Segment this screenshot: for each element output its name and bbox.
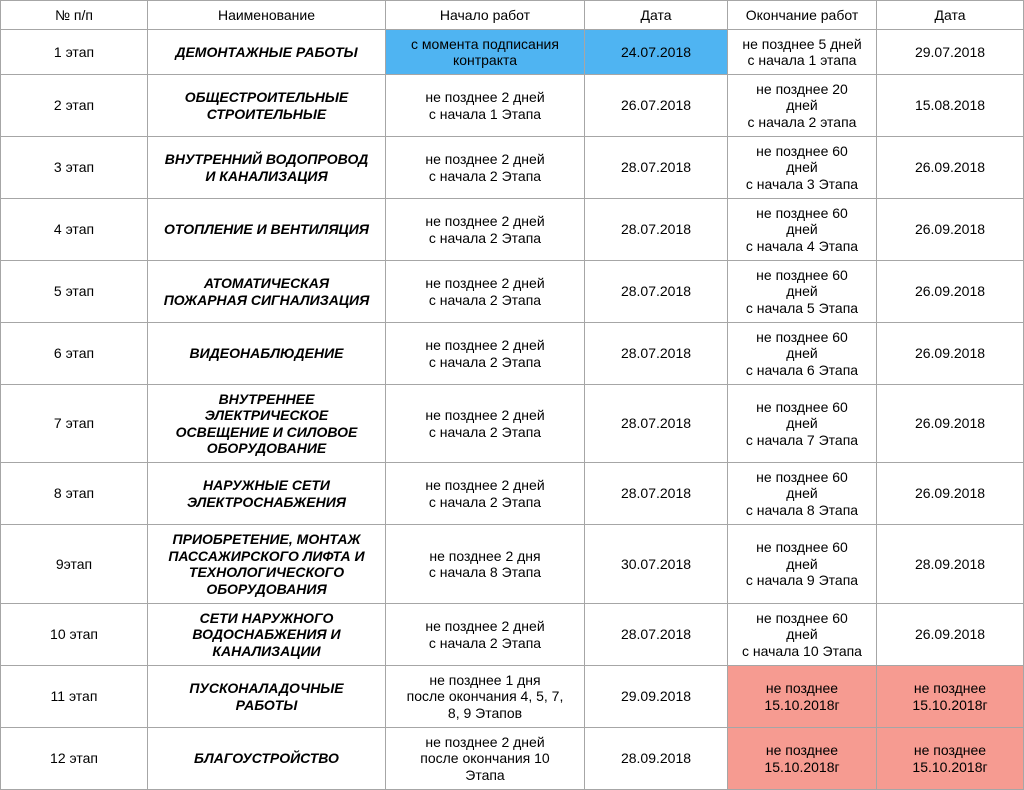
stage-num: 3 этап: [1, 137, 148, 199]
stage-start: не позднее 2 дней с начала 2 Этапа: [386, 604, 585, 666]
stage-num: 7 этап: [1, 385, 148, 463]
table-row: [1, 75, 1024, 137]
stage-num: 1 этап: [1, 30, 148, 75]
stage-start: не позднее 2 дней с начала 2 Этапа: [386, 199, 585, 261]
stage-num: 11 этап: [1, 666, 148, 728]
stage-start-date: 28.07.2018: [585, 385, 728, 463]
stage-name: СЕТИ НАРУЖНОГО ВОДОСНАБЖЕНИЯ И КАНАЛИЗАЦИИ: [148, 604, 386, 666]
stage-start-date: 29.09.2018: [585, 666, 728, 728]
stage-end-date: 26.09.2018: [877, 137, 1024, 199]
stage-end-date: 26.09.2018: [877, 604, 1024, 666]
stage-num: 12 этап: [1, 728, 148, 790]
stage-end-date: 15.08.2018: [877, 75, 1024, 137]
stage-end-date: 26.09.2018: [877, 385, 1024, 463]
stage-end-date: не позднее 15.10.2018г: [877, 728, 1024, 790]
stage-end: не позднее 15.10.2018г: [728, 728, 877, 790]
stage-end: не позднее 5 дней с начала 1 этапа: [728, 30, 877, 75]
stage-start: не позднее 1 дня после окончания 4, 5, 7, 8, 9 Этапов: [386, 666, 585, 728]
stage-start-date: 28.07.2018: [585, 137, 728, 199]
table-row: [1, 604, 1024, 666]
stage-start-date: 24.07.2018: [585, 30, 728, 75]
stage-end-date: 26.09.2018: [877, 199, 1024, 261]
table-row: [1, 728, 1024, 790]
header-end: Окончание работ: [728, 1, 877, 30]
stage-name: ВИДЕОНАБЛЮДЕНИЕ: [148, 323, 386, 385]
stage-name: НАРУЖНЫЕ СЕТИ ЭЛЕКТРОСНАБЖЕНИЯ: [148, 463, 386, 525]
stage-start: не позднее 2 дней с начала 2 Этапа: [386, 323, 585, 385]
stage-end: не позднее 15.10.2018г: [728, 666, 877, 728]
table-row: [1, 385, 1024, 463]
stage-start-date: 28.07.2018: [585, 323, 728, 385]
stage-end: не позднее 60 дней с начала 4 Этапа: [728, 199, 877, 261]
stage-start: с момента подписания контракта: [386, 30, 585, 75]
stage-start-date: 28.07.2018: [585, 604, 728, 666]
table-row: [1, 261, 1024, 323]
stage-end: не позднее 60 дней с начала 6 Этапа: [728, 323, 877, 385]
header-end-date: Дата: [877, 1, 1024, 30]
stage-end: не позднее 60 дней с начала 10 Этапа: [728, 604, 877, 666]
stage-end-date: 28.09.2018: [877, 525, 1024, 604]
stage-start: не позднее 2 дней с начала 2 Этапа: [386, 261, 585, 323]
table-row: [1, 525, 1024, 604]
stage-name: БЛАГОУСТРОЙСТВО: [148, 728, 386, 790]
stage-num: 5 этап: [1, 261, 148, 323]
stage-start-date: 28.07.2018: [585, 199, 728, 261]
stage-name: ОТОПЛЕНИЕ И ВЕНТИЛЯЦИЯ: [148, 199, 386, 261]
stage-end: не позднее 20 дней с начала 2 этапа: [728, 75, 877, 137]
header-name: Наименование: [148, 1, 386, 30]
stage-end-date: 26.09.2018: [877, 463, 1024, 525]
stage-start-date: 28.07.2018: [585, 463, 728, 525]
stage-end: не позднее 60 дней с начала 9 Этапа: [728, 525, 877, 604]
stage-end: не позднее 60 дней с начала 7 Этапа: [728, 385, 877, 463]
stage-start-date: 28.07.2018: [585, 261, 728, 323]
table-row: [1, 199, 1024, 261]
stage-start-date: 26.07.2018: [585, 75, 728, 137]
table-row: [1, 666, 1024, 728]
stage-end-date: не позднее 15.10.2018г: [877, 666, 1024, 728]
stage-start-date: 30.07.2018: [585, 525, 728, 604]
stage-end-date: 26.09.2018: [877, 261, 1024, 323]
stage-end: не позднее 60 дней с начала 5 Этапа: [728, 261, 877, 323]
header-num: № п/п: [1, 1, 148, 30]
header-start-date: Дата: [585, 1, 728, 30]
stage-end-date: 26.09.2018: [877, 323, 1024, 385]
table-row: [1, 323, 1024, 385]
stage-start: не позднее 2 дней с начала 2 Этапа: [386, 137, 585, 199]
stage-name: ВНУТРЕННЕЕ ЭЛЕКТРИЧЕСКОЕ ОСВЕЩЕНИЕ И СИЛОВОЕ ОБОРУДОВАНИЕ: [148, 385, 386, 463]
stage-start: не позднее 2 дней с начала 1 Этапа: [386, 75, 585, 137]
header-start: Начало работ: [386, 1, 585, 30]
table-row: [1, 463, 1024, 525]
stage-name: ПУСКОНАЛАДОЧНЫЕ РАБОТЫ: [148, 666, 386, 728]
stage-num: 2 этап: [1, 75, 148, 137]
stage-num: 6 этап: [1, 323, 148, 385]
stage-num: 4 этап: [1, 199, 148, 261]
stage-start-date: 28.09.2018: [585, 728, 728, 790]
stage-start: не позднее 2 дней с начала 2 Этапа: [386, 463, 585, 525]
stage-name: АТОМАТИЧЕСКАЯ ПОЖАРНАЯ СИГНАЛИЗАЦИЯ: [148, 261, 386, 323]
stage-name: ПРИОБРЕТЕНИЕ, МОНТАЖ ПАССАЖИРСКОГО ЛИФТА И ТЕХНОЛОГИЧЕСКОГО ОБОРУДОВАНИЯ: [148, 525, 386, 604]
stage-end: не позднее 60 дней с начала 3 Этапа: [728, 137, 877, 199]
table-row: [1, 30, 1024, 75]
stage-start: не позднее 2 дня с начала 8 Этапа: [386, 525, 585, 604]
table-row: [1, 137, 1024, 199]
stage-start: не позднее 2 дней после окончания 10 Этапа: [386, 728, 585, 790]
stage-name: ВНУТРЕННИЙ ВОДОПРОВОД И КАНАЛИЗАЦИЯ: [148, 137, 386, 199]
header-row: [1, 1, 1024, 30]
stage-end: не позднее 60 дней с начала 8 Этапа: [728, 463, 877, 525]
stage-num: 9этап: [1, 525, 148, 604]
stage-name: ДЕМОНТАЖНЫЕ РАБОТЫ: [148, 30, 386, 75]
stage-name: ОБЩЕСТРОИТЕЛЬНЫЕ СТРОИТЕЛЬНЫЕ: [148, 75, 386, 137]
stage-num: 10 этап: [1, 604, 148, 666]
stage-num: 8 этап: [1, 463, 148, 525]
stage-end-date: 29.07.2018: [877, 30, 1024, 75]
stage-start: не позднее 2 дней с начала 2 Этапа: [386, 385, 585, 463]
